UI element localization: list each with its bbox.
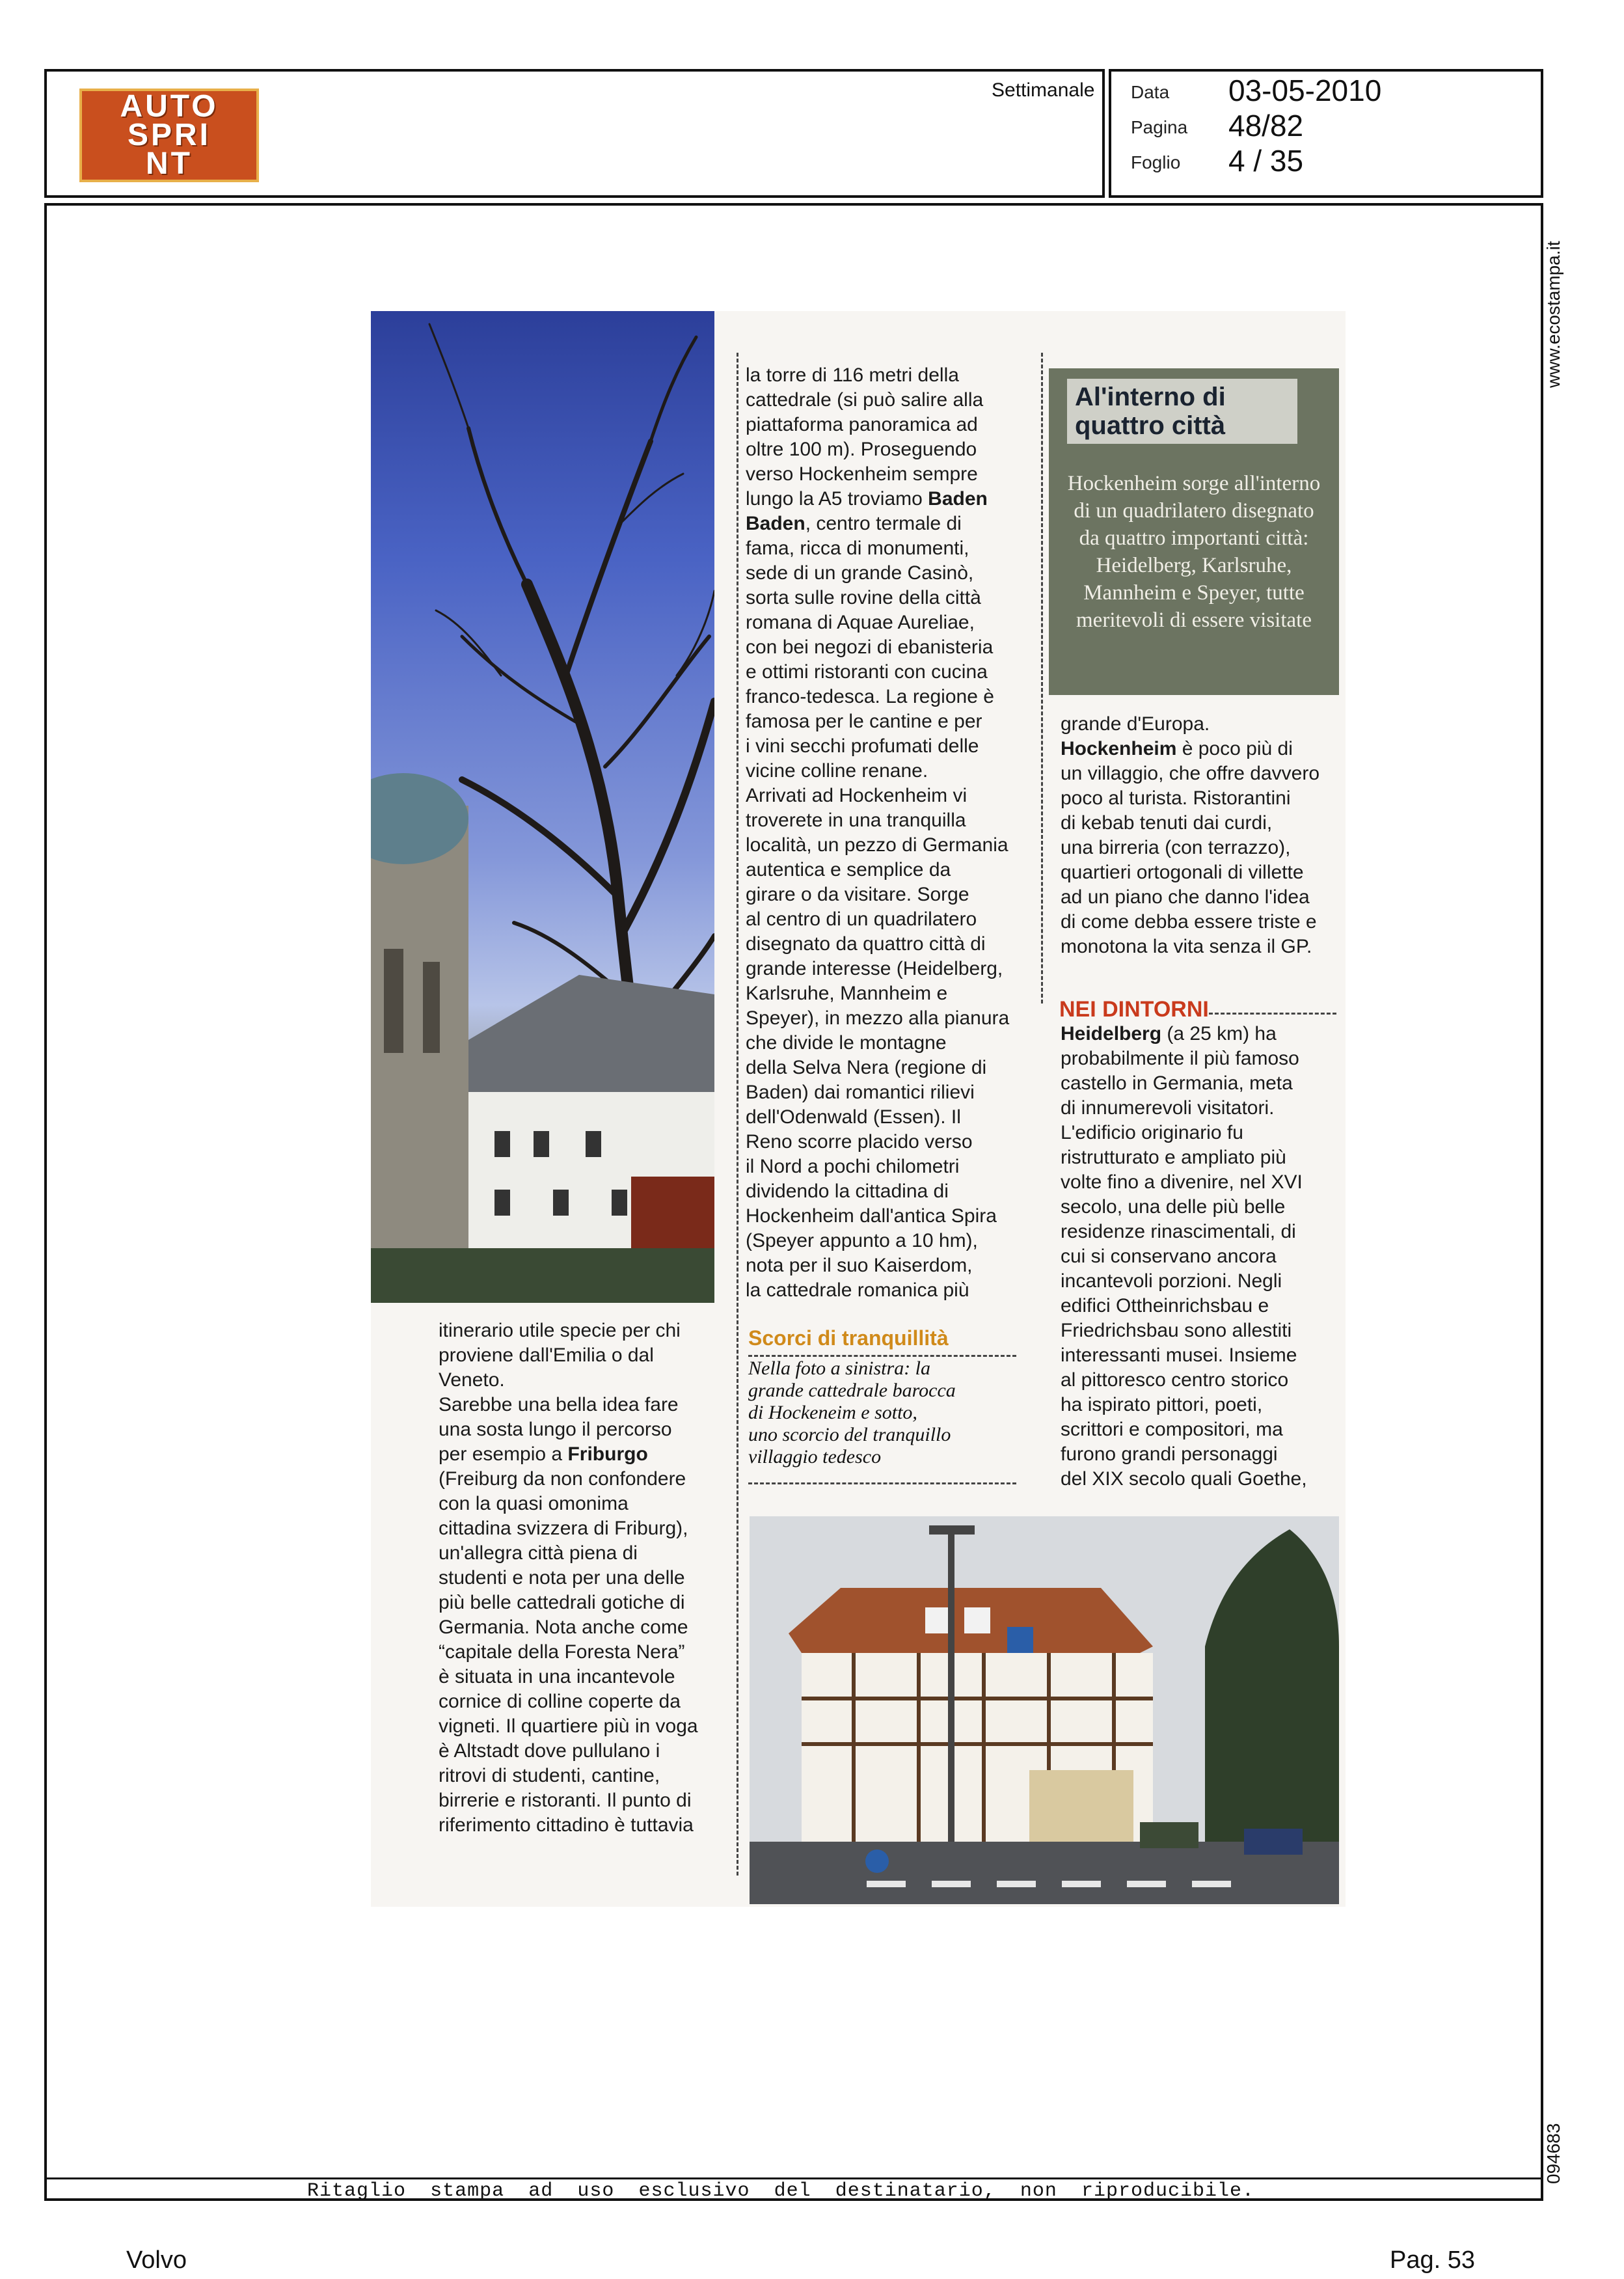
middle-column-line: girare o da visitare. Sorge	[746, 884, 969, 905]
right-column-bottom-line: interessanti musei. Insieme	[1061, 1344, 1297, 1366]
cathedral-photo	[371, 311, 714, 1303]
scorci-rule	[748, 1355, 1016, 1357]
divider-left	[737, 353, 738, 1876]
column-middle	[746, 363, 1032, 1303]
left-column-line: un'allegra città piena di	[439, 1542, 638, 1564]
middle-column-line: romana di Aquae Aureliae,	[746, 612, 975, 633]
left-column-line: birrerie e ristoranti. Il punto di	[439, 1790, 692, 1811]
client-name: Volvo	[126, 2246, 187, 2274]
data-value: 03-05-2010	[1228, 74, 1382, 107]
right-column-bottom-line: furono grandi personaggi	[1061, 1443, 1278, 1465]
right-column-bottom-line: ristrutturato e ampliato più	[1061, 1147, 1286, 1168]
logo-line-1: AUTO	[120, 89, 219, 124]
middle-column-line: franco-tedesca. La regione è	[746, 686, 994, 707]
disclaimer-word: del	[774, 2180, 811, 2202]
left-column-line: riferimento cittadino è tuttavia	[439, 1814, 694, 1836]
right-column-top-line: poco al turista. Ristorantini	[1061, 787, 1291, 809]
middle-column-line: che divide le montagne	[746, 1032, 947, 1054]
left-column-line: itinerario utile specie per chi	[439, 1320, 681, 1341]
right-column-top-line: Hockenheim è poco più di	[1061, 738, 1293, 759]
box-text: Hockenheim sorge all'interno di un quadrilatero disegnato da quattro importanti città: Heidelberg, Karlsruhe, Mannheim e Speyer, tutte meritevoli di essere visitate	[1067, 472, 1321, 632]
disclaimer-word: stampa	[430, 2180, 505, 2202]
middle-column-line: oltre 100 m). Proseguendo	[746, 439, 977, 460]
right-column-bottom-line: cui si conservano ancora	[1061, 1246, 1277, 1267]
right-column-top-line: quartieri ortogonali di villette	[1061, 862, 1304, 883]
middle-column-line: troverete in una tranquilla	[746, 810, 966, 831]
right-column-bottom-line: residenze rinascimentali, di	[1061, 1221, 1296, 1242]
left-column-line: è situata in una incantevole	[439, 1666, 675, 1687]
disclaimer-word: riproducibile.	[1081, 2180, 1254, 2202]
right-column-bottom-line: Heidelberg (a 25 km) ha	[1061, 1023, 1277, 1044]
disclaimer-word: esclusivo	[638, 2180, 750, 2202]
middle-column-line: i vini secchi profumati delle	[746, 735, 979, 757]
middle-column-line: Hockenheim dall'antica Spira	[746, 1205, 997, 1227]
right-column-top-line: grande d'Europa.	[1061, 713, 1210, 735]
right-column-top-line: di come debba essere triste e	[1061, 911, 1317, 933]
code-vertical	[1541, 2122, 1567, 2187]
data-label: Data	[1131, 82, 1170, 102]
right-column-bottom-line: volte fino a divenire, nel XVI	[1061, 1171, 1303, 1193]
cathedral-illustration	[371, 311, 714, 1303]
disclaimer-word: Ritaglio	[307, 2180, 407, 2202]
middle-column-line: Baden, centro termale di	[746, 513, 962, 534]
left-column-line: con la quasi omonima	[439, 1493, 629, 1514]
website-text: www.ecostampa.it	[1543, 241, 1563, 388]
pagina-label: Pagina	[1131, 117, 1188, 137]
middle-column-line: della Selva Nera (regione di	[746, 1057, 987, 1078]
page-number: Pag. 53	[1390, 2246, 1475, 2274]
middle-column-line: famosa per le cantine e per	[746, 711, 982, 732]
foglio-value: 4 / 35	[1228, 144, 1304, 178]
right-column-bottom-line: edifici Ottheinrichsbau e	[1061, 1295, 1269, 1317]
box-title	[1067, 379, 1297, 444]
caption-line: grande cattedrale barocca	[748, 1380, 956, 1401]
left-column-line: vigneti. Il quartiere più in voga	[439, 1715, 698, 1737]
disclaimer-word: non	[1020, 2180, 1057, 2202]
right-column-bottom-line: del XIX secolo quali Goethe,	[1061, 1468, 1307, 1490]
code-text: 094683	[1543, 2123, 1563, 2184]
right-column-bottom-line: ha ispirato pittori, poeti,	[1061, 1394, 1263, 1415]
middle-column-line: località, un pezzo di Germania	[746, 834, 1008, 856]
middle-column-line: verso Hockenheim sempre	[746, 463, 978, 485]
caption-line: villaggio tedesco	[748, 1446, 882, 1467]
column-left	[439, 1318, 718, 1838]
disclaimer-word: ad	[528, 2180, 554, 2202]
middle-column-line: e ottimi ristoranti con cucina	[746, 661, 988, 683]
right-column-bottom-line: incantevoli porzioni. Negli	[1061, 1270, 1282, 1292]
right-column-bottom-line: L'edificio originario fu	[1061, 1122, 1243, 1143]
right-column-bottom-line: probabilmente il più famoso	[1061, 1048, 1299, 1069]
left-column-line: è Altstadt dove pullulano i	[439, 1740, 660, 1762]
village-illustration	[750, 1516, 1339, 1904]
box-title-line-2: quattro città	[1075, 411, 1226, 440]
nei-dintorni-heading: NEI DINTORNI	[1059, 997, 1209, 1022]
middle-column-line: il Nord a pochi chilometri	[746, 1156, 960, 1177]
left-column-line: per esempio a Friburgo	[439, 1443, 648, 1465]
middle-column-line: (Speyer appunto a 10 hm),	[746, 1230, 978, 1251]
caption-line: di Hockeneim e sotto,	[748, 1402, 917, 1423]
middle-column-line: sorta sulle rovine della città	[746, 587, 981, 608]
right-column-bottom-line: al pittoresco centro storico	[1061, 1369, 1289, 1391]
left-column-line: ritrovi di studenti, cantine,	[439, 1765, 660, 1786]
right-column-top-line: una birreria (con terrazzo),	[1061, 837, 1291, 858]
middle-column-line: al centro di un quadrilatero	[746, 908, 977, 930]
left-column-line: “capitale della Foresta Nera”	[439, 1641, 685, 1663]
middle-column-line: nota per il suo Kaiserdom,	[746, 1255, 973, 1276]
middle-column-line: la cattedrale romanica più	[746, 1279, 969, 1301]
right-column-bottom-line: di innumerevoli visitatori.	[1061, 1097, 1275, 1119]
middle-column-line: grande interesse (Heidelberg,	[746, 958, 1003, 979]
middle-column-line: Arrivati ad Hockenheim vi	[746, 785, 968, 806]
right-column-top-line: un villaggio, che offre davvero	[1061, 763, 1320, 784]
logo-line-3: NT	[146, 146, 193, 181]
middle-column-line: fama, ricca di monumenti,	[746, 538, 969, 559]
frequency-label: Settimanale	[992, 79, 1095, 101]
disclaimer	[47, 2180, 1541, 2202]
photo-caption	[748, 1358, 1022, 1468]
middle-column-line: disegnato da quattro città di	[746, 933, 986, 955]
right-column-bottom-line: castello in Germania, meta	[1061, 1072, 1293, 1094]
middle-column-line: Baden) dai romantici rilievi	[746, 1082, 975, 1103]
right-column-bottom-line: scrittori e compositori, ma	[1061, 1419, 1283, 1440]
middle-column-line: Karlsruhe, Mannheim e	[746, 983, 948, 1004]
divider-right	[1041, 353, 1043, 1003]
caption-line: uno scorcio del tranquillo	[748, 1424, 951, 1445]
left-column-line: cornice di colline coperte da	[439, 1691, 681, 1712]
left-column-line: cittadina svizzera di Friburg),	[439, 1518, 688, 1539]
left-column-line: una sosta lungo il percorso	[439, 1419, 672, 1440]
middle-column-line: lungo la A5 troviamo Baden	[746, 488, 988, 510]
right-column-bottom-line: secolo, una delle più belle	[1061, 1196, 1286, 1218]
autosprint-logo	[79, 89, 259, 182]
disclaimer-words	[47, 2180, 1541, 2202]
middle-column-line: Reno scorre placido verso	[746, 1131, 973, 1153]
middle-column-line: con bei negozi di ebanisteria	[746, 636, 994, 658]
caption-rule	[748, 1482, 1016, 1484]
caption-line: Nella foto a sinistra: la	[748, 1358, 931, 1379]
middle-column-line: dell'Odenwald (Essen). Il	[746, 1106, 961, 1128]
left-column-line: Veneto.	[439, 1369, 505, 1391]
middle-column-line: cattedrale (si può salire alla	[746, 389, 984, 411]
column-right-bottom	[1061, 1022, 1346, 1492]
left-column-line: proviene dall'Emilia o dal	[439, 1344, 654, 1366]
left-column-line: studenti e nota per una delle	[439, 1567, 685, 1589]
nei-dintorni-rule	[1209, 1013, 1336, 1015]
disclaimer-word: uso	[577, 2180, 615, 2202]
scorci-heading: Scorci di tranquillità	[748, 1326, 949, 1350]
village-photo	[750, 1516, 1339, 1904]
website-vertical	[1541, 221, 1567, 390]
middle-column-line: piattaforma panoramica ad	[746, 414, 978, 435]
footer-rule	[44, 2177, 1543, 2179]
pagina-value: 48/82	[1228, 109, 1304, 143]
left-column-line: Germania. Nota anche come	[439, 1617, 688, 1638]
article-scan	[371, 311, 1346, 1907]
column-right-top	[1061, 712, 1346, 959]
middle-column-line: la torre di 116 metri della	[746, 364, 959, 386]
middle-column-line: dividendo la cittadina di	[746, 1180, 949, 1202]
disclaimer-word: destinatario,	[835, 2180, 996, 2202]
middle-column-line: sede di un grande Casinò,	[746, 562, 974, 584]
middle-column-line: autentica e semplice da	[746, 859, 951, 880]
right-column-top-line: monotona la vita senza il GP.	[1061, 936, 1312, 957]
right-column-top-line: di kebab tenuti dai curdi,	[1061, 812, 1273, 834]
left-column-line: più belle cattedrali gotiche di	[439, 1592, 685, 1613]
right-column-top-line: ad un piano che danno l'idea	[1061, 886, 1310, 908]
box-title-line-1: Al'interno di	[1075, 383, 1226, 411]
left-column-line: (Freiburg da non confondere	[439, 1468, 686, 1490]
foglio-label: Foglio	[1131, 152, 1181, 172]
left-column-line: Sarebbe una bella idea fare	[439, 1394, 679, 1415]
middle-column-line: Speyer), in mezzo alla pianura	[746, 1007, 1010, 1029]
logo-line-2: SPRI	[127, 118, 211, 152]
right-column-bottom-line: Friedrichsbau sono allestiti	[1061, 1320, 1292, 1341]
middle-column-line: vicine colline renane.	[746, 760, 928, 782]
